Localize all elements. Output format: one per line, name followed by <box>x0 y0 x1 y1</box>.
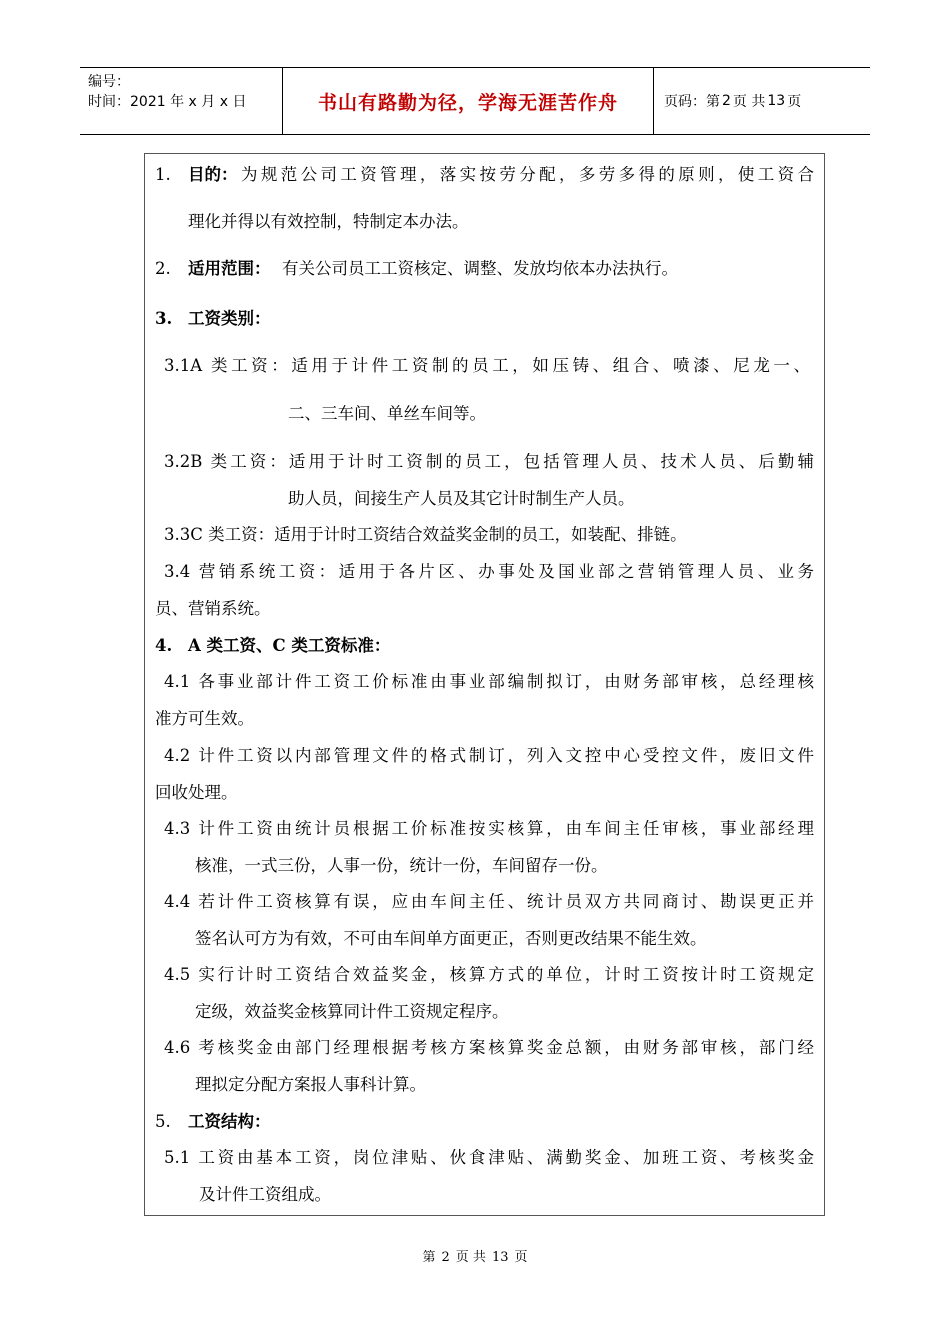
footer-page-total: 13 <box>491 1250 509 1265</box>
section-3-3-line: 3.3C 类工资：适用于计时工资结合效益奖金制的员工，如装配、排链。 <box>164 525 687 544</box>
document-body-box <box>144 153 825 1216</box>
section-4-4-line-1: 4.4 若计件工资核算有误，应由车间主任、统计员双方共同商讨、勘误更正并 <box>164 892 814 911</box>
section-1-text-line-2: 理化并得以有效控制，特制定本办法。 <box>188 212 469 231</box>
section-4-2-line-1: 4.2 计件工资以内部管理文件的格式制订，列入文控中心受控文件，废旧文件 <box>164 746 814 765</box>
section-5-title: 工资结构： <box>188 1112 271 1131</box>
section-3-1-line-1: 3.1A 类工资：适用于计件工资制的员工，如压铸、组合、喷漆、尼龙一、 <box>164 356 810 375</box>
section-2-title: 适用范围： <box>188 259 271 278</box>
footer-page-prefix: 第 <box>422 1250 436 1265</box>
section-4-5-line-1: 4.5 实行计时工资结合效益奖金，核算方式的单位，计时工资按计时工资规定 <box>164 965 814 984</box>
header-page-suffix: 页 <box>787 94 802 110</box>
section-4-2-line-2: 回收处理。 <box>155 783 238 802</box>
section-1-text-line-1: 为规范公司工资管理，落实按劳分配，多劳多得的原则，使工资合 <box>241 165 814 184</box>
section-4-3-line-1: 4.3 计件工资由统计员根据工价标准按实核算，由车间主任审核，事业部经理 <box>164 819 814 838</box>
section-5-number: 5. <box>155 1112 171 1131</box>
header-page-mid: 页 共 <box>732 94 766 110</box>
section-3-title: 工资类别： <box>188 309 271 328</box>
section-4-title: A 类工资、C 类工资标准： <box>188 636 391 655</box>
section-4-6-line-2: 理拟定分配方案报人事科计算。 <box>195 1075 426 1094</box>
footer-page-suffix: 页 <box>514 1250 528 1265</box>
page-header <box>80 67 870 135</box>
header-page-prefix: 页码：第 <box>664 94 720 110</box>
section-4-number: 4. <box>155 636 173 655</box>
page-footer <box>0 1246 950 1265</box>
section-4-3-line-2: 核准，一式三份，人事一份，统计一份，车间留存一份。 <box>195 856 608 875</box>
section-3-4-line-2: 员、营销系统。 <box>155 599 271 618</box>
section-3-4-line-1: 3.4 营销系统工资：适用于各片区、办事处及国业部之营销管理人员、业务 <box>164 562 814 581</box>
header-page-number: 2 <box>722 93 731 109</box>
section-4-5-line-2: 定级，效益奖金核算同计件工资规定程序。 <box>195 1002 509 1021</box>
section-1-title: 目的： <box>188 165 238 184</box>
section-5-1-line-1: 5.1 工资由基本工资，岗位津贴、伙食津贴、满勤奖金、加班工资、考核奖金 <box>164 1148 814 1167</box>
section-2-text: 有关公司员工工资核定、调整、发放均依本办法执行。 <box>282 259 678 278</box>
header-left-cell <box>80 68 282 134</box>
section-3-number: 3. <box>155 309 173 328</box>
header-middle-cell <box>282 68 654 134</box>
section-3-2-line-2: 助人员，间接生产人员及其它计时制生产人员。 <box>288 489 635 508</box>
section-1-number: 1. <box>155 165 171 184</box>
footer-page-number: 2 <box>441 1250 450 1265</box>
section-5-1-line-2: 及计件工资组成。 <box>199 1185 331 1204</box>
header-page-indicator <box>654 68 870 134</box>
section-4-1-line-2: 准方可生效。 <box>155 709 254 728</box>
section-2-number: 2. <box>155 259 171 278</box>
section-3-2-line-1: 3.2B 类工资：适用于计时工资制的员工，包括管理人员、技术人员、后勤辅 <box>164 452 814 471</box>
document-date: 时间：2021 年 x 月 x 日 <box>88 94 247 110</box>
section-4-6-line-1: 4.6 考核奖金由部门经理根据考核方案核算奖金总额，由财务部审核，部门经 <box>164 1038 814 1057</box>
section-4-1-line-1: 4.1 各事业部计件工资工价标准由事业部编制拟订，由财务部审核，总经理核 <box>164 672 814 691</box>
footer-page-mid: 页 共 <box>455 1250 486 1265</box>
header-page-total: 13 <box>767 93 786 109</box>
header-motto: 书山有路勤为径，学海无涯苦作舟 <box>317 91 618 114</box>
section-3-1-line-2: 二、三车间、单丝车间等。 <box>288 404 486 423</box>
document-number-label: 编号： <box>88 74 130 90</box>
section-4-4-line-2: 签名认可方为有效，不可由车间单方面更正，否则更改结果不能生效。 <box>195 929 707 948</box>
